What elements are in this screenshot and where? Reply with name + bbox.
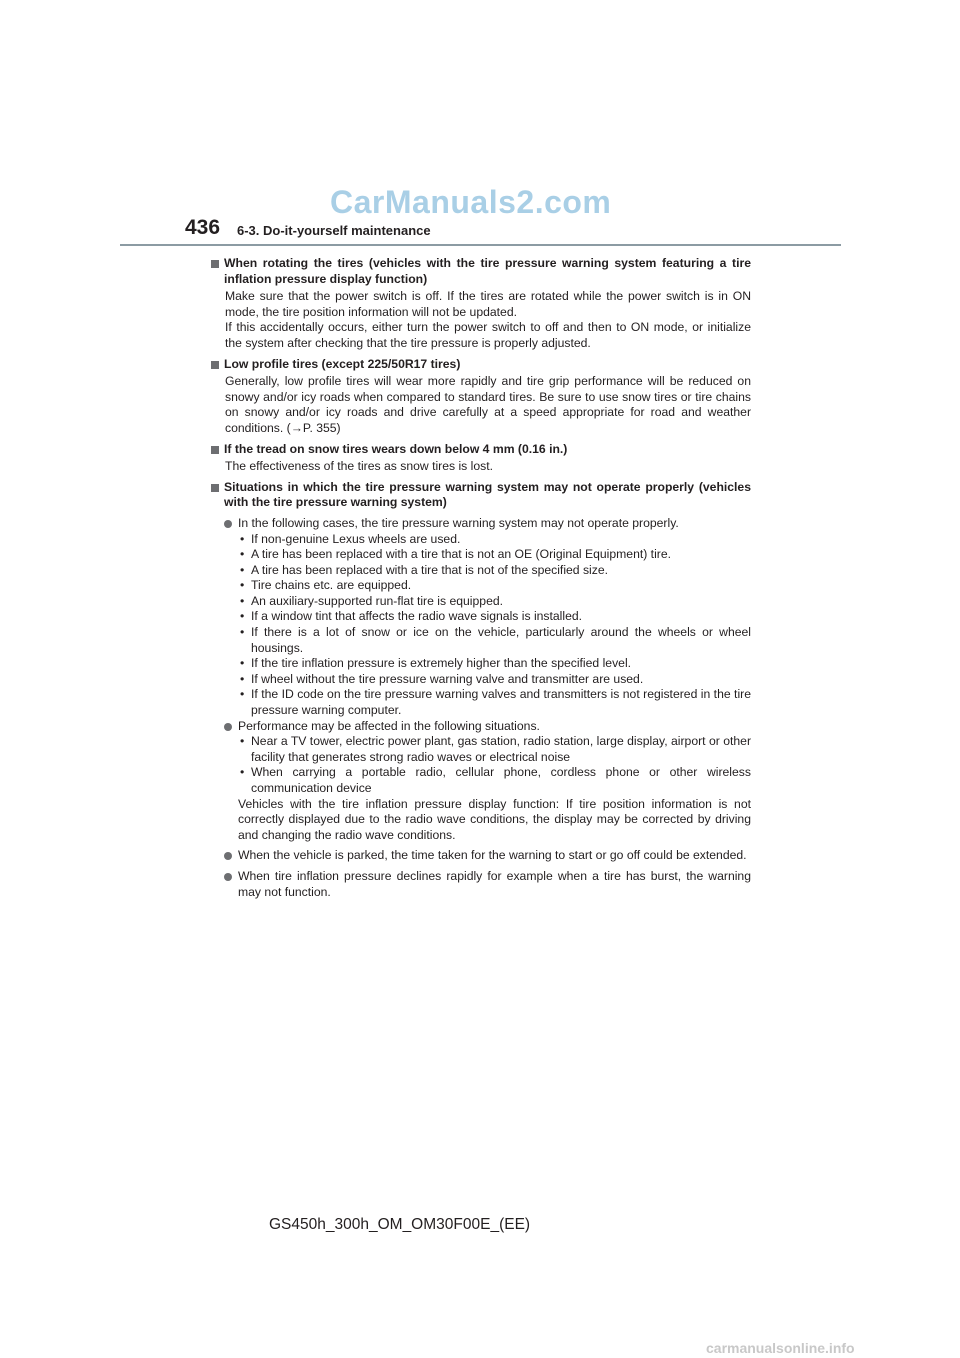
sub-list-item: • If non-genuine Lexus wheels are used. (240, 531, 461, 546)
sub-list-item: • If a window tint that affects the radio wave signals is installed. (240, 609, 583, 624)
page-number: 436 (185, 216, 221, 239)
heading-tpws-situations: Situations in which the tire pressure warning system may not operate properly (vehicles with the tire pressure warning system) (211, 480, 751, 511)
square-bullet-icon (211, 361, 219, 369)
section-title: 6-3. Do-it-yourself maintenance (237, 223, 431, 238)
square-bullet-icon (211, 260, 219, 268)
bullet-icon: • (240, 625, 245, 640)
bullet-icon: • (240, 656, 245, 671)
dot-item: When the vehicle is parked, the time taken for the warning to start or go off could be extended. (211, 848, 751, 864)
sub-list-item: • A tire has been replaced with a tire that is not an OE (Original Equipment) tire. (240, 547, 672, 562)
bullet-icon: • (240, 765, 245, 780)
sub-list-item: • When carrying a portable radio, cellular phone, cordless phone or other wireless communication device (240, 765, 751, 795)
dot-bullet-icon (224, 852, 232, 860)
dot-item: Performance may be affected in the following situations. (211, 719, 751, 735)
sub-list-item: • An auxiliary-supported run-flat tire is equipped. (240, 593, 504, 608)
dot-bullet-icon (224, 520, 232, 528)
square-bullet-icon (211, 446, 219, 454)
note: Vehicles with the tire inflation pressure display function: If tire position information is not correctly displayed due to the radio wave conditions, the display may be corrected by driving and changing the radio wave conditions. (238, 796, 751, 842)
paragraph: If this accidentally occurs, either turn the power switch to off and then to ON mode, or initialize the system after checking that the tire pressure is properly adjusted. (225, 320, 751, 350)
bullet-icon: • (240, 671, 245, 686)
sub-list (211, 734, 751, 796)
heading-low-profile-tires: Low profile tires (except 225/50R17 tires) (211, 357, 751, 373)
paragraph: Generally, low profile tires will wear more rapidly and tire grip performance will be reduced on snowy and/or icy roads when compared to standard tires. Be sure to use snow tires or tire chains on snowy and/or icy roads and drive carefully at a speed appropriate for road and weather conditions. (→P. 355) (225, 374, 751, 435)
sub-list-item: • If the ID code on the tire pressure warning valves and transmitters is not registered in the tire pressure warning computer. (240, 687, 751, 718)
sub-list-item: • If the tire inflation pressure is extremely higher than the specified level. (240, 656, 632, 671)
bullet-icon: • (240, 687, 245, 702)
dot-bullet-icon (224, 723, 232, 731)
sub-list-item: • If wheel without the tire pressure warning valve and transmitter are used. (240, 671, 644, 686)
heading-snow-tires: If the tread on snow tires wears down below 4 mm (0.16 in.) (211, 442, 751, 458)
bullet-icon: • (240, 547, 245, 562)
page-content (211, 256, 751, 900)
dot-item: In the following cases, the tire pressure warning system may not operate properly. (211, 516, 751, 532)
sub-list (211, 532, 751, 719)
sub-list-item: • A tire has been replaced with a tire that is not of the specified size. (240, 562, 609, 577)
bullet-icon: • (240, 531, 245, 546)
paragraph: The effectiveness of the tires as snow tires is lost. (225, 459, 494, 474)
watermark-bottom: carmanualsonline.info (706, 1340, 855, 1356)
sub-list-item: • If there is a lot of snow or ice on the vehicle, particularly around the wheels or wheel housings. (240, 625, 751, 655)
header-rule (120, 244, 841, 246)
square-bullet-icon (211, 484, 219, 492)
footer-code: GS450h_300h_OM_OM30F00E_(EE) (269, 1216, 531, 1233)
sub-list-item: • Tire chains etc. are equipped. (240, 578, 412, 593)
paragraph: Make sure that the power switch is off. If the tires are rotated while the power switch is in ON mode, the tire position information will not be updated. (225, 289, 751, 319)
bullet-icon: • (240, 562, 245, 577)
dot-bullet-icon (224, 873, 232, 881)
bullet-icon: • (240, 593, 245, 608)
heading-tire-rotation: When rotating the tires (vehicles with the tire pressure warning system featuring a tire inflation pressure display function) (211, 256, 751, 287)
dot-item: When tire inflation pressure declines rapidly for example when a tire has burst, the warning may not function. (211, 869, 751, 900)
watermark-top: CarManuals2.com (330, 184, 612, 220)
sub-list-item: • Near a TV tower, electric power plant, gas station, radio station, large display, airport or other facility that generates strong radio waves or electrical noise (240, 734, 751, 764)
bullet-icon: • (240, 578, 245, 593)
bullet-icon: • (240, 734, 245, 749)
bullet-icon: • (240, 609, 245, 624)
